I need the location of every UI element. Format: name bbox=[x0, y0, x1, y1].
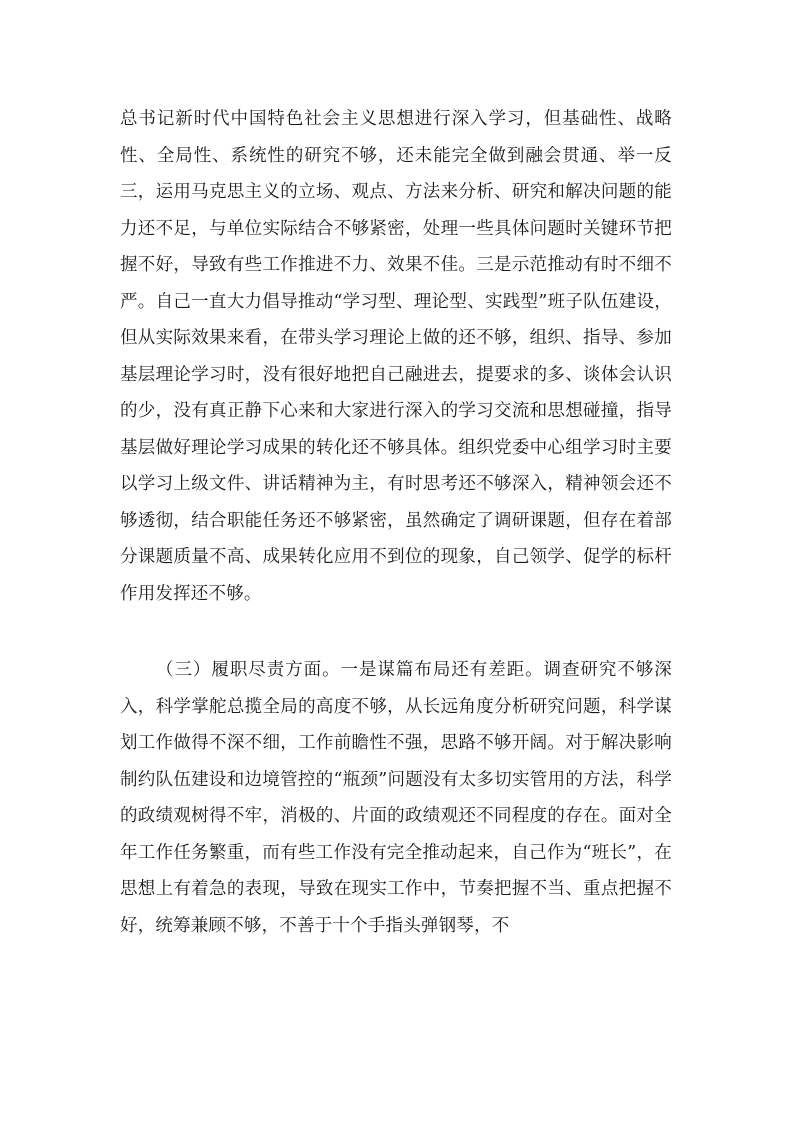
body-paragraph-1: 总书记新时代中国特色社会主义思想进行深入学习，但基础性、战略性、全局性、系统性的研究不够，还未能完全做到融会贯通、举一反三，运用马克思主义的立场、观点、方法来分析、研究和解决问题的能力还不足，与单位实际结合不够紧密，处理一些具体问题时关键环节把握不好，导致有些工作推进不力、效果不佳。三是示范推动有时不细不严。自己一直大力倡导推动“学习型、理论型、实践型”班子队伍建设，但从实际效果来看，在带头学习理论上做的还不够，组织、指导、参加基层理论学习时，没有很好地把自己融进去，提要求的多、谈体会认识的少，没有真正静下心来和大家进行深入的学习交流和思想碰撞，指导基层做好理论学习成果的转化还不够具体。组织党委中心组学习时主要以学习上级文件、讲话精神为主，有时思考还不够深入，精神领会还不够透彻，结合职能任务还不够紧密，虽然确定了调研课题，但存在着部分课题质量不高、成果转化应用不到位的现象，自己领学、促学的标杆作用发挥还不够。 bbox=[120, 109, 672, 604]
body-paragraph-2: （三）履职尽责方面。一是谋篇布局还有差距。调查研究不够深入，科学掌舵总揽全局的高度不够，从长远角度分析研究问题，科学谋划工作做得不深不细，工作前瞻性不强，思路不够开阔。对于解决影响制约队伍建设和边境管控的“瓶颈”问题没有太多切实管用的方法，科学的政绩观树得不牢，消极的、片面的政绩观还不同程度的存在。面对全年工作任务繁重，而有些工作没有完全推动起来，自己作为“班长”，在思想上有着急的表现，导致在现实工作中，节奏把握不当、重点把握不好，统筹兼顾不够，不善于十个手指头弹钢琴，不 bbox=[120, 660, 672, 936]
